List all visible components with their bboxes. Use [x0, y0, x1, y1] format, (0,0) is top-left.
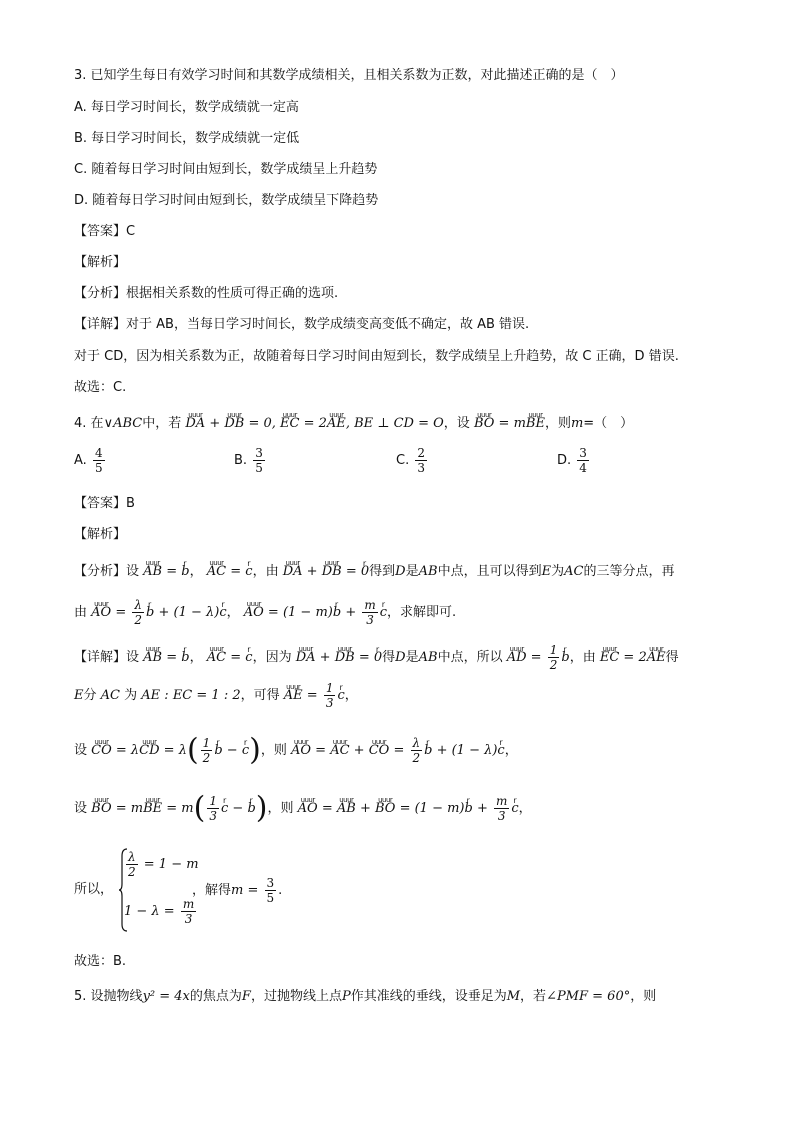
text: ，由 [252, 564, 279, 579]
text: ，可得 [240, 688, 280, 703]
text: ，则 [260, 743, 287, 758]
q3-option-d: D. 随着每日学习时间由短到长，数学成绩呈下降趋势 [74, 193, 379, 208]
text: 设 [126, 650, 140, 665]
text: ，由 [569, 650, 596, 665]
text: ， [504, 743, 518, 758]
denominator: 5 [255, 461, 263, 475]
text: 作其准线的垂线，设垂足为 [350, 989, 507, 1004]
var: E [541, 564, 552, 579]
var: F [241, 989, 251, 1004]
q3-stem: 3. 已知学生每日有效学习时间和其数学成绩相关，且相关系数为正数，对此描述正确的是（ ） [74, 68, 624, 83]
var: M [506, 989, 521, 1004]
fenxi-text: 根据相关系数的性质可得正确的选项. [126, 286, 339, 301]
q3-xiangjie-2: 对于 CD，因为相关系数为正，故随着每日学习时间由短到长，数学成绩呈上升趋势，故 C 正确，D 错误. [74, 349, 679, 364]
xiangjie-tag: 【详解】 [74, 650, 127, 665]
q4-option-b [234, 446, 267, 475]
q4-text: ，则 [544, 416, 571, 431]
math-expr: uuur AC = r c [207, 650, 253, 665]
q3-option-c: C. 随着每日学习时间由短到长，数学成绩呈上升趋势 [74, 162, 378, 177]
q4-text: ，设 [443, 416, 470, 431]
angle-expr: ∠PMF = 60° [546, 989, 631, 1004]
text: 设抛物线 [90, 989, 143, 1004]
q3-answer [74, 223, 135, 241]
xiangjie-tag: 【详解】 [74, 317, 127, 332]
numerator: 4 [94, 446, 103, 460]
var: D [395, 564, 406, 579]
q4-option-a [74, 446, 107, 475]
text: ， [226, 605, 240, 620]
numerator: 2 [417, 446, 425, 460]
denominator: 3 [417, 461, 425, 475]
fraction [93, 446, 105, 475]
math-expr: uuur AO = uuur AB + uuur BO = (1 − m)r b + $\frac{m}{3}$ r c [298, 801, 519, 816]
system-eq-2: 1 − λ = $\frac{m}{3}$ [124, 897, 195, 926]
text: 设 [126, 564, 140, 579]
ratio: AE : EC = 1 : 2 [141, 688, 241, 703]
answer-value: C [126, 224, 136, 239]
text: ， [189, 564, 203, 579]
text: 由 [74, 605, 88, 620]
text: ， [518, 801, 532, 816]
option-label: B. [234, 453, 248, 468]
answer-value: B [126, 496, 135, 511]
var: AC [564, 564, 584, 579]
denominator: 4 [579, 461, 587, 475]
numerator: 3 [579, 446, 587, 460]
q4-option-d [557, 446, 591, 475]
fenxi-tag: 【分析】 [74, 286, 127, 301]
q4-xiangjie-1 [74, 643, 679, 673]
q4-fenxi-2 [74, 598, 456, 628]
var-m: m [231, 883, 244, 898]
system-eq-1: $\frac{\lambda}{2}$ = 1 − m [128, 850, 199, 879]
text: 为 [551, 564, 565, 579]
text: 为 [124, 688, 138, 703]
triangle-symbol: ∨ [103, 416, 114, 431]
denominator: 5 [266, 891, 275, 905]
answer-tag: 【答案】 [74, 496, 127, 511]
math-expr: uuur AE = $\frac{1}{3}$ r c [284, 688, 345, 703]
q4-xiangjie-4 [74, 791, 532, 827]
answer-tag: 【答案】 [74, 224, 127, 239]
q4-answer [74, 495, 135, 513]
fraction [265, 876, 277, 905]
q4-text: 在 [90, 416, 104, 431]
var: AB [418, 650, 438, 665]
q4-text: =（ ） [583, 416, 634, 431]
fraction [253, 446, 265, 475]
numerator: 3 [266, 876, 275, 890]
denominator: 5 [94, 461, 103, 475]
math-expr: uuur BO = muuur BE = m( $\frac{1}{3}$ r c − r b) [91, 801, 267, 816]
var: AC [100, 688, 120, 703]
q3-fenxi [74, 285, 338, 303]
text: ，解得 [192, 883, 232, 898]
fraction [577, 446, 589, 475]
math-expr: uuur DA + uuur DB = r 0 [296, 650, 382, 665]
fraction [415, 446, 427, 475]
triangle-name: ABC [113, 416, 143, 431]
math-expr: uuur AB = r b [143, 564, 189, 579]
text: 得 [665, 650, 679, 665]
q4-jiede: ，解得m = $\frac{3}{5}$ . [192, 876, 283, 905]
q4-option-c [396, 446, 429, 475]
text: 的焦点为 [189, 989, 242, 1004]
q5-stem [74, 988, 656, 1006]
var: AB [418, 564, 438, 579]
var: E [74, 688, 84, 703]
text: 得 [382, 650, 396, 665]
math-expr: uuur AO = $\frac{\lambda}{2}$ r b + (1 − λ)r c [91, 605, 226, 620]
xiangjie-text: 对于 AB，当每日学习时间长，数学成绩变高变低不确定，故 AB 错误. [126, 317, 530, 332]
math-expr: uuur BO = muuur BE [474, 416, 545, 431]
q3-option-b: B. 每日学习时间长，数学成绩就一定低 [74, 131, 300, 146]
numerator: 3 [255, 446, 263, 460]
fenxi-tag: 【分析】 [74, 564, 127, 579]
math-expr: uuur DA + uuur DB = 0, uuur EC = 2uuur AE, BE ⊥ CD = O [185, 416, 443, 431]
q4-number: 4. [74, 416, 87, 431]
text: 中点，所以 [437, 650, 503, 665]
q4-suoyi: 所以， [74, 882, 114, 897]
text: 是 [405, 564, 419, 579]
math-expr: uuur AO = (1 − m)r b + $\frac{m}{3}$ r c [244, 605, 387, 620]
q4-conclusion: 故选：B. [74, 954, 127, 969]
var: P [341, 989, 351, 1004]
text: 设 [74, 743, 88, 758]
math-expr: uuur AO = uuur AC + uuur CO = $\frac{\lambda}{2}$ r b + (1 − λ)r c [291, 743, 505, 758]
q4-xiangjie-3 [74, 733, 518, 769]
text: 中点，且可以得到 [437, 564, 542, 579]
text: 设 [74, 801, 88, 816]
text: ，求解即可. [387, 605, 457, 620]
var-m: m [570, 416, 584, 431]
math-expr: uuur AD = $\frac{1}{2}$ r b [507, 650, 570, 665]
option-label: A. [74, 453, 87, 468]
text: ， [344, 688, 358, 703]
q4-fenxi-1 [74, 563, 674, 581]
text: ，则 [267, 801, 294, 816]
q4-text: 中，若 [142, 416, 182, 431]
q3-xiangjie-1 [74, 316, 529, 334]
q4-xiangjie-2 [74, 681, 358, 711]
text: 的三等分点，再 [583, 564, 675, 579]
math-expr: uuur EC = 2uuur AE [600, 650, 666, 665]
option-label: D. [557, 453, 572, 468]
q5-number: 5. [74, 989, 87, 1004]
math-expr: uuur AB = r b [143, 650, 189, 665]
q3-conclusion: 故选：C. [74, 380, 127, 395]
q3-option-a: A. 每日学习时间长，数学成绩就一定高 [74, 100, 299, 115]
parabola-eq: y² = 4x [142, 989, 190, 1004]
text: ，过抛物线上点 [250, 989, 342, 1004]
text: ，若 [520, 989, 547, 1004]
option-label: C. [396, 453, 410, 468]
text: 得到 [369, 564, 396, 579]
text: ，因为 [252, 650, 292, 665]
math-expr: uuur CO = λuuur CD = λ( $\frac{1}{2}$ r b − r c) [91, 743, 261, 758]
var: D [395, 650, 406, 665]
q4-analysis-tag: 【解析】 [74, 527, 127, 542]
q3-analysis-tag: 【解析】 [74, 255, 127, 270]
text: 是 [405, 650, 419, 665]
math-expr: uuur AC = r c [207, 564, 253, 579]
math-expr: uuur DA + uuur DB = r 0 [283, 564, 369, 579]
text: ，则 [630, 989, 657, 1004]
text: 分 [83, 688, 97, 703]
text: ， [189, 650, 203, 665]
q4-stem [74, 415, 633, 433]
